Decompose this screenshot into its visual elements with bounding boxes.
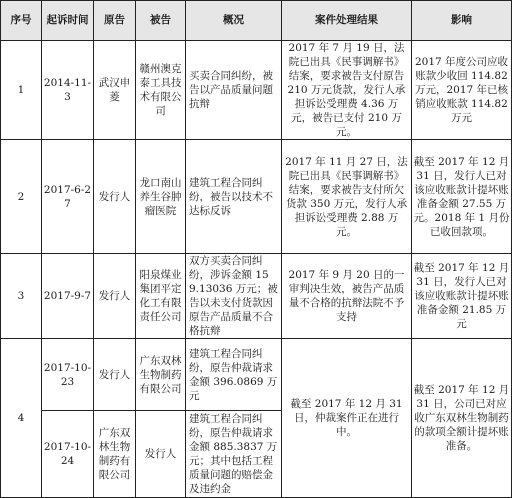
row-date: 2017-10-23 xyxy=(42,339,94,411)
table-row xyxy=(1,254,512,339)
row-date: 2017-9-7 xyxy=(42,254,94,339)
header-plaintiff: 原告 xyxy=(94,1,136,41)
row-plaintiff: 发行人 xyxy=(94,339,136,411)
header-defendant: 被告 xyxy=(136,1,186,41)
row-seq: 2 xyxy=(1,140,42,254)
row-plaintiff: 广东双林生物制药有限公司 xyxy=(94,411,136,498)
row-date: 2017-10-24 xyxy=(42,411,94,498)
row-impact: 截至 2017 年 12 月 31 日，发行人已对该应收账款计提坏账准备金额 21.85 万元 xyxy=(412,254,512,339)
row-summary: 双方买卖合同纠纷，涉诉金额 159.13036 万元；被告以未支付货款因原告产品质量不合格抗辩 xyxy=(186,254,282,339)
row-seq: 4 xyxy=(1,339,42,498)
row-summary: 建筑工程合同纠纷，被告以技术不达标反诉 xyxy=(186,140,282,254)
row-impact: 截至 2017 年 12 月 31 日，发行人已对该应收账款计提坏账准备金额 27.55 万元。2018 年 1 月份已收回款项。 xyxy=(412,140,512,254)
row-plaintiff: 发行人 xyxy=(94,140,136,254)
row-result: 截至 2017 年 12 月 31 日，仲裁案件正在进行中。 xyxy=(282,339,412,498)
table-row xyxy=(1,339,512,411)
row-plaintiff: 发行人 xyxy=(94,254,136,339)
header-seq: 序号 xyxy=(1,1,42,41)
row-seq: 3 xyxy=(1,254,42,339)
table-row xyxy=(1,140,512,254)
row-defendant: 广东双林生物制药有限公司 xyxy=(136,339,186,411)
row-seq: 1 xyxy=(1,41,42,140)
row-impact: 2017 年度公司应收账款少收回 114.82 万元，2017 年已核销应收账款 114.82 万元 xyxy=(412,41,512,140)
row-defendant: 发行人 xyxy=(136,411,186,498)
row-defendant: 龙口南山养生谷肿瘤医院 xyxy=(136,140,186,254)
header-date: 起诉时间 xyxy=(42,1,94,41)
header-row xyxy=(1,1,512,41)
row-plaintiff: 武汉申菱 xyxy=(94,41,136,140)
row-defendant: 阳泉煤业集团平定化工有限责任公司 xyxy=(136,254,186,339)
header-summary: 概况 xyxy=(186,1,282,41)
row-date: 2017-6-27 xyxy=(42,140,94,254)
table-row xyxy=(1,41,512,140)
row-result: 2017 年 11 月 27 日，法院已出具《民事调解书》结案，要求被告支付所欠货款 350 万元，发行人承担诉讼受理费 2.88 万元。 xyxy=(282,140,412,254)
row-summary: 买卖合同纠纷，被告以产品质量问题抗辩 xyxy=(186,41,282,140)
row-result: 2017 年 9 月 20 日的一审判决生效，被告产品质量不合格的抗辩法院不予支持 xyxy=(282,254,412,339)
row-impact: 截至 2017 年 12 月 31 日，公司已对应收广东双林生物制药的款项全额计提坏账准备。 xyxy=(412,339,512,498)
row-summary: 建筑工程合同纠纷，原告仲裁请求金额 396.0869 万元 xyxy=(186,339,282,411)
row-date: 2014-11-3 xyxy=(42,41,94,140)
row-result: 2017 年 7 月 19 日，法院已出具《民事调解书》结案，要求被告支付原告 210 万元货款，发行人承担诉讼受理费 4.36 万元，被告已支付 210 万元。 xyxy=(282,41,412,140)
header-impact: 影响 xyxy=(412,1,512,41)
row-summary: 建筑工程合同纠纷，原告仲裁请求金额 885.3837 万元；其中包括工程质量问题的赔偿金及违约金 xyxy=(186,411,282,498)
row-defendant: 赣州澳克泰工具技术有限公司 xyxy=(136,41,186,140)
header-result: 案件处理结果 xyxy=(282,1,412,41)
